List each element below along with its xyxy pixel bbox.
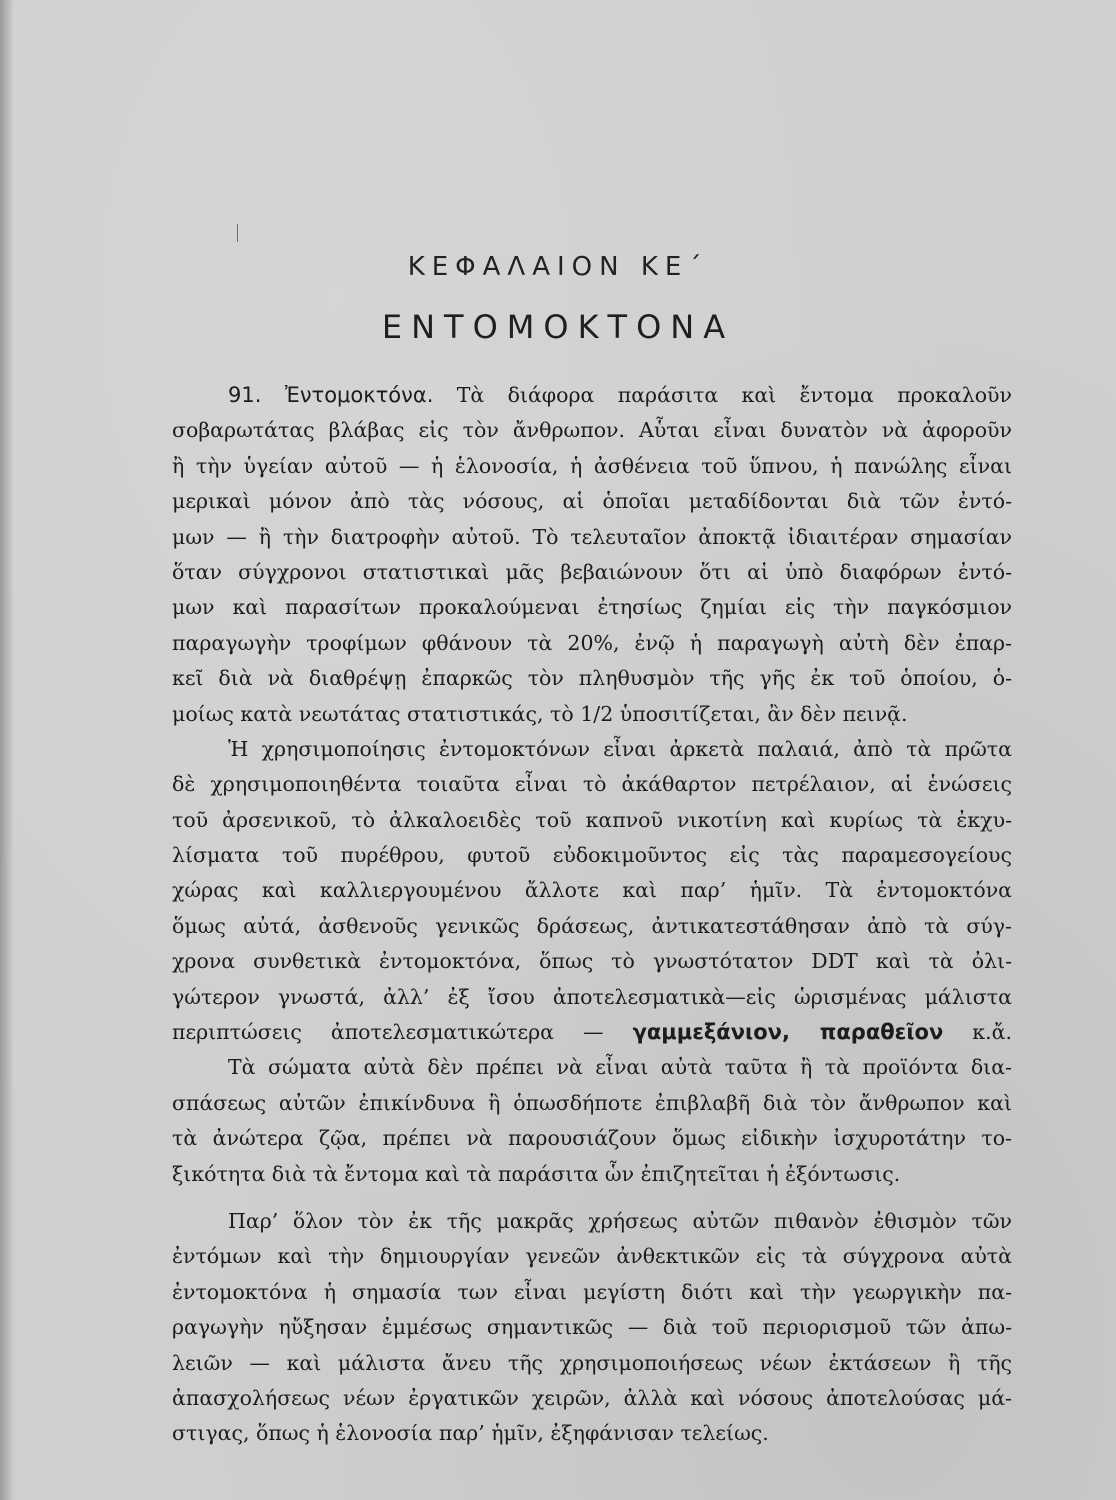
text-line: λειῶν — καὶ μάλιστα ἄνευ τῆς χρησιμοποιήσεως νέων ἐκτάσεων ἢ τῆς <box>172 1350 1012 1375</box>
text-line: γώτερον γνωστά, ἀλλ’ ἐξ ἴσου ἀποτελεσματικὰ—εἰς ὡρισμένας μάλιστα <box>172 984 1012 1009</box>
section-heading: 91. Ἐντομοκτόνα. <box>228 383 434 407</box>
text-line: μερικαὶ μόνον ἀπὸ τὰς νόσους, αἱ ὁποῖαι μεταδίδονται διὰ τῶν ἐντό- <box>172 489 1012 514</box>
text-line <box>172 378 1012 413</box>
text-line: ὅταν σύγχρονοι στατιστικαὶ μᾶς βεβαιώνουν ὅτι αἱ ὑπὸ διαφόρων ἐντό- <box>172 559 1012 584</box>
text-line: τὰ ἀνώτερα ζῷα, πρέπει νὰ παρουσιάζουν ὅμως εἰδικὴν ἰσχυροτάτην το- <box>172 1126 1012 1151</box>
text-line: μων — ἢ τὴν διατροφὴν αὐτοῦ. Τὸ τελευταῖον ἀποκτᾷ ἰδιαιτέραν σημασίαν <box>172 524 1012 549</box>
text-line: δὲ χρησιμοποιηθέντα τοιαῦτα εἶναι τὸ ἀκάθαρτον πετρέλαιον, αἱ ἑνώσεις <box>172 772 1012 797</box>
text-line: παραγωγὴν τροφίμων φθάνουν τὰ 20%, ἐνῷ ἡ παραγωγὴ αὐτὴ δὲν ἐπαρ- <box>172 630 1012 655</box>
paragraph-3 <box>172 1050 1012 1192</box>
text-line: Παρ’ ὅλον τὸν ἐκ τῆς μακρᾶς χρήσεως αὐτῶν πιθανὸν ἐθισμὸν τῶν <box>228 1208 1012 1233</box>
text-line: μων καὶ παρασίτων προκαλούμεναι ἐτησίως ζημίαι εἰς τὴν παγκόσμιον <box>172 595 1012 620</box>
text-line: στιγας, ὅπως ἡ ἑλονοσία παρ’ ἡμῖν, ἐξηφάνισαν τελείως. <box>172 1421 769 1446</box>
text-line: ραγωγὴν ηὔξησαν ἐμμέσως σημαντικῶς — διὰ τοῦ περιορισμοῦ τῶν ἀπω- <box>172 1315 1012 1340</box>
text-line: ὅμως αὐτά, ἀσθενοῦς γενικῶς δράσεως, ἀντικατεστάθησαν ἀπὸ τὰ σύγ- <box>172 913 1012 938</box>
text-line: ἀπασχολήσεως νέων ἐργατικῶν χειρῶν, ἀλλὰ καὶ νόσους ἀποτελούσας μά- <box>172 1385 1012 1410</box>
text-line: κεῖ διὰ νὰ διαθρέψῃ ἐπαρκῶς τὸν πληθυσμὸν τῆς γῆς ἐκ τοῦ ὁποίου, ὁ- <box>172 666 1012 691</box>
text-run: Τὰ διάφορα παράσιτα καὶ ἔντομα προκαλοῦν <box>433 383 1012 407</box>
text-line <box>172 1015 1012 1050</box>
text-line: Τὰ σώματα αὐτὰ δὲν πρέπει νὰ εἶναι αὐτὰ ταῦτα ἢ τὰ προϊόντα δια- <box>228 1055 1012 1080</box>
text-line: λίσματα τοῦ πυρέθρου, φυτοῦ εὐδοκιμοῦντος εἰς τὰς παραμεσογείους <box>172 843 1012 868</box>
text-line: τοῦ ἀρσενικοῦ, τὸ ἀλκαλοειδὲς τοῦ καπνοῦ νικοτίνη καὶ κυρίως τὰ ἐκχυ- <box>172 807 1012 832</box>
text-line: ἐντόμων καὶ τὴν δημιουργίαν γενεῶν ἀνθεκτικῶν εἰς τὰ σύγχρονα αὐτὰ <box>172 1244 1012 1269</box>
text-line: ἐντομοκτόνα ἡ σημασία των εἶναι μεγίστη διότι καὶ τὴν γεωργικὴν πα- <box>172 1279 1012 1304</box>
paragraph-2 <box>172 732 1012 1051</box>
text-run: περιπτώσεις ἀποτελεσματικώτερα — <box>172 1020 633 1045</box>
text-line: μοίως κατὰ νεωτάτας στατιστικάς, τὸ 1/2 ὑποσιτίζεται, ἂν δὲν πεινᾷ. <box>172 701 908 726</box>
margin-mark <box>237 224 238 242</box>
chapter-title: ΕΝΤΟΜΟΚΤΟΝΑ <box>381 308 735 346</box>
text-line: ἢ τὴν ὑγείαν αὐτοῦ — ἡ ἑλονοσία, ἡ ἀσθένεια τοῦ ὕπνου, ἡ πανώλης εἶναι <box>172 453 1012 478</box>
chapter-label: ΚΕΦΑΛΑΙΟΝ ΚΕ΄ <box>407 252 709 282</box>
body-text <box>172 378 1012 1452</box>
paragraph-gap <box>172 1192 1012 1204</box>
text-line: χώρας καὶ καλλιεργουμένου ἄλλοτε καὶ παρ’ ἡμῖν. Τὰ ἐντομοκτόνα <box>172 878 1012 903</box>
text-line: σπάσεως αὐτῶν ἐπικίνδυνα ἢ ὁπωσδήποτε ἐπιβλαβῆ διὰ τὸν ἄνθρωπον καὶ <box>172 1090 1012 1115</box>
text-line: σοβαρωτάτας βλάβας εἰς τὸν ἄνθρωπον. Αὗται εἶναι δυνατὸν νὰ ἀφοροῦν <box>172 418 1012 443</box>
paragraph-4 <box>172 1204 1012 1452</box>
page-edge-shadow <box>0 0 14 1500</box>
text-run: κ.ἄ. <box>943 1020 1012 1045</box>
text-line: χρονα συνθετικὰ ἐντομοκτόνα, ὅπως τὸ γνωστότατον DDT καὶ τὰ ὀλι- <box>172 949 1012 974</box>
paragraph-1 <box>172 378 1012 732</box>
bold-term: γαμμεξάνιον, παραθεῖον <box>632 1020 944 1045</box>
text-line: ξικότητα διὰ τὰ ἔντομα καὶ τὰ παράσιτα ὧν ἐπιζητεῖται ἡ ἐξόντωσις. <box>172 1161 901 1186</box>
text-line: Ἡ χρησιμοποίησις ἐντομοκτόνων εἶναι ἀρκετὰ παλαιά, ἀπὸ τὰ πρῶτα <box>228 736 1012 761</box>
